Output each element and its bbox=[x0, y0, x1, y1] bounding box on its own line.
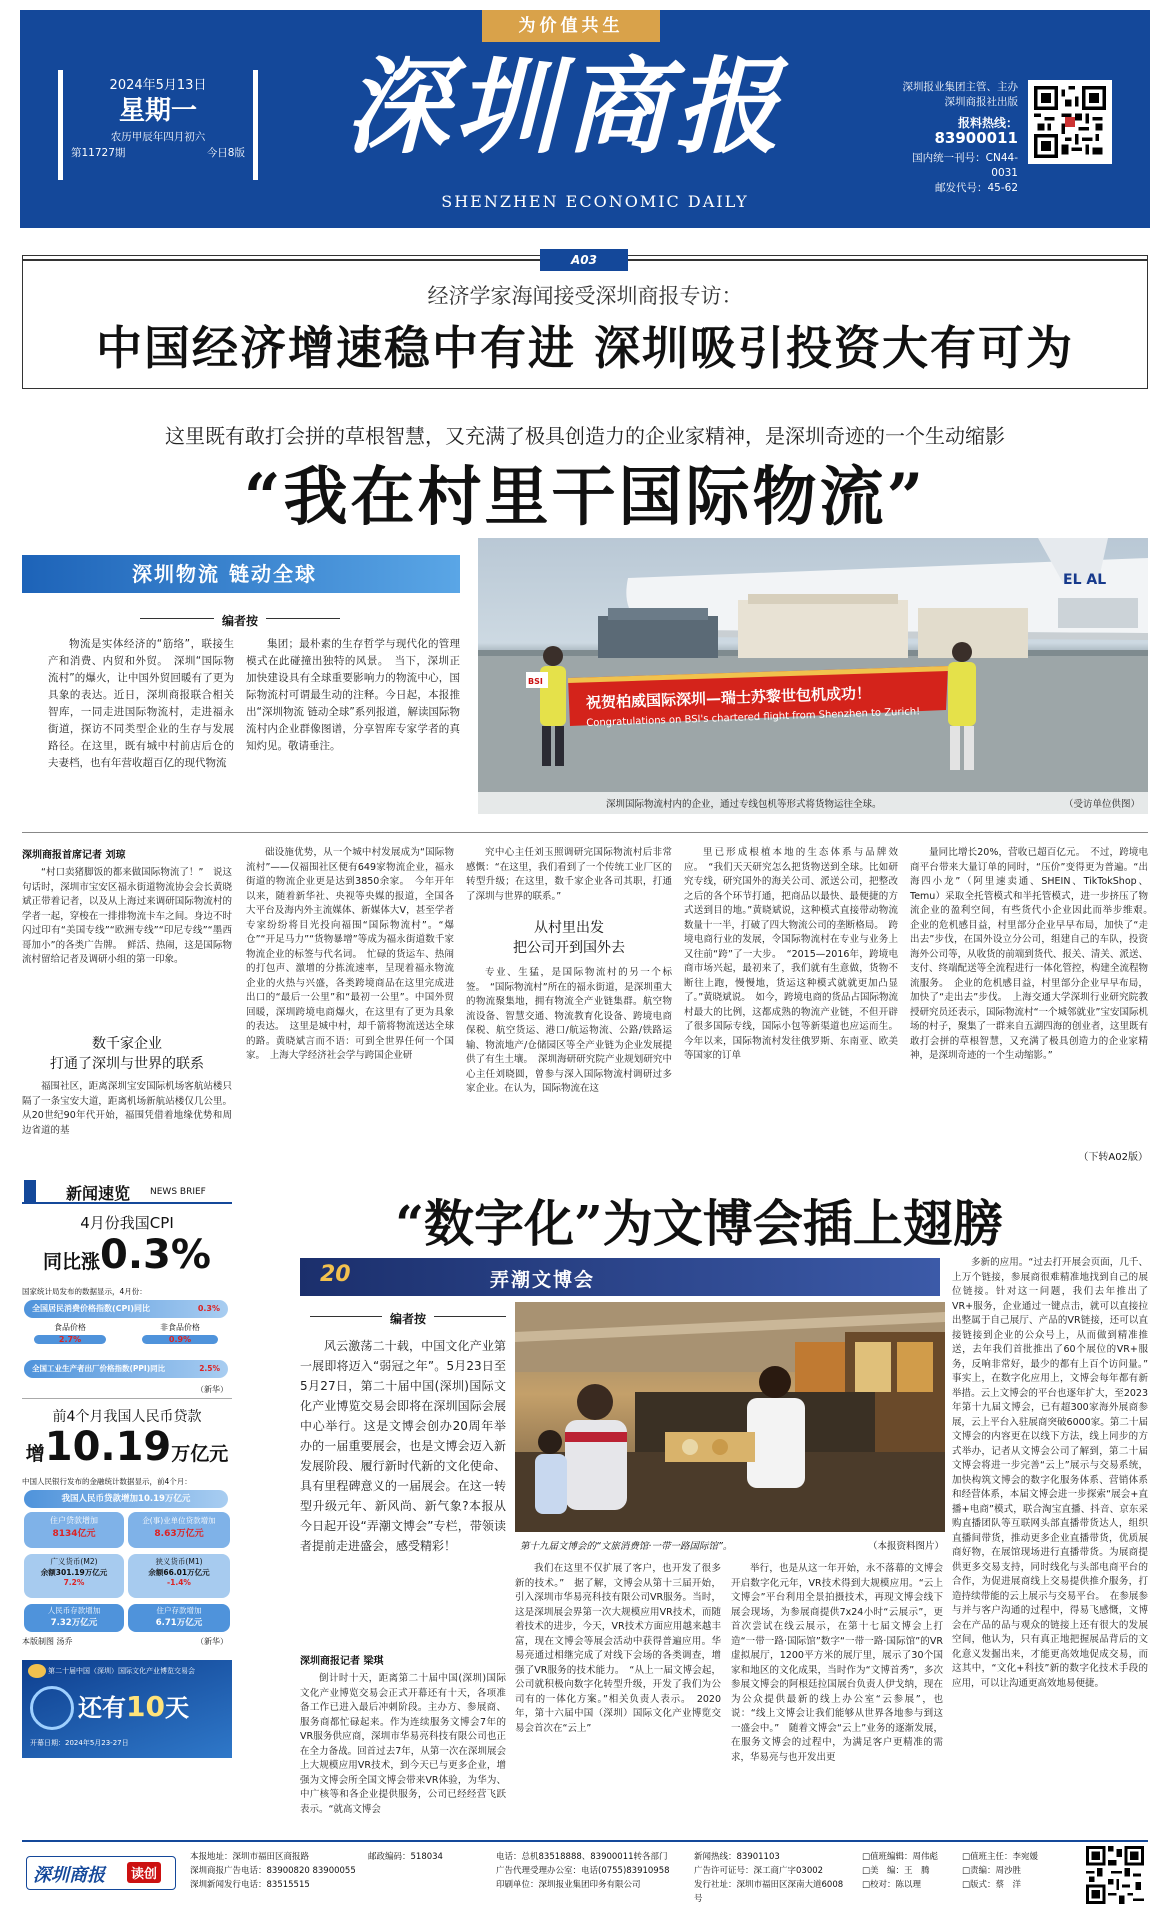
countdown-prefix: 还有 bbox=[78, 1694, 126, 1722]
section-divider bbox=[22, 832, 1148, 833]
series-banner-text: 深圳物流 链动全球 bbox=[132, 562, 317, 586]
footer-editor-4: □校对：陈以理 bbox=[862, 1880, 922, 1890]
footer-logo-tag: 读创 bbox=[127, 1862, 161, 1883]
photo2-caption: 第十九届文博会的“文旅消费馆·一带一路国际馆”。 bbox=[520, 1541, 733, 1552]
editor-note-col2 bbox=[246, 636, 460, 816]
photo-sign-text: BSI bbox=[528, 677, 543, 686]
footer-address: 本报地址：深圳市福田区商报路 bbox=[190, 1852, 310, 1862]
m2-percent: 7.2% bbox=[63, 1578, 85, 1587]
qr-code-icon[interactable] bbox=[1028, 80, 1112, 164]
date-box bbox=[58, 70, 258, 180]
m1-block bbox=[128, 1554, 230, 1598]
story2-editor-label: 编者按 bbox=[382, 1312, 434, 1326]
food-price-value: 2.7% bbox=[34, 1335, 106, 1344]
story1-col1b bbox=[22, 1080, 232, 1164]
cpi-pill-value: 0.3% bbox=[197, 1304, 220, 1313]
story2-col4-text: 多新的应用。“过去打开展会页面，几千、上万个链接，参展商很难精准地找到自己的展位链接。针对这一问题，我们去年推出了VR+服务，企业通过一键点击，就可以直接拉出整属于自己展厅、产品的VR链接，还可以直接链接到企业的公众号上，从而做到精准推送，去年我们首批推出了60个展位的VR+服务，反响非常好，最少的都有上百个访问量。” 事实上，在数字化应用上，文博会每年都有新举措。云上文博会的平台也逐年扩大，至2023年第十九届文博会，已有超300家海外展商参展，云上平台入驻展商突破6000家。第二十届文博会的内容更在以线下方法，线上同步的方式举办，记者从文博会公司了解到，第二十届文博会将进一步完善“云上”展示与交易系统，加快构筑文博会的数字化服务体系、营销体系和经营体系，本届文博会进一步探索“展会+直播+电商”模式，联合淘宝直播、抖音、京东采购直播团队等互联网头部直播带货达人，组织直播间带货，推动更多企业直播带货，优质展商好物，在展馆现场进行直播带货。为展商提供更多交易支持，同时线化与头部电商平台的合作，为促进展商线上交易提供推介服务，打造持续带能的云上展示与交易平台。 在参展参与并与客户沟通的过程中，得易飞感慨，文博会在产品的品与观众的链接上还有很大的发展空间，他认为，只有真正地把握展品背后的文化意义发掘出来，才能更高效地促成交易，而这其中，“文化+科技”新的数字化技术手段的应用，可以让沟通更高效地易便捷。 bbox=[952, 1257, 1158, 1689]
issue-date: 2024年5月13日 bbox=[109, 78, 207, 93]
issue-number: 第11727期 bbox=[71, 147, 126, 159]
m1-value: 余额66.01万亿元 bbox=[148, 1568, 210, 1577]
story1-col3b bbox=[466, 966, 672, 1164]
story1-col1b-text: 福围社区，距离深圳宝安国际机场客航站楼只隔了一条宝安大道，距离机场新航站楼仅几公里。从20世纪90年代开始，福围凭借着地缘优势和周边省道的基 bbox=[22, 1081, 232, 1136]
footer-qr-code-icon[interactable] bbox=[1086, 1846, 1144, 1904]
loan-prefix: 增 bbox=[25, 1443, 45, 1465]
m2-value: 余额301.19万亿元 bbox=[40, 1568, 108, 1577]
story1-col1a-text: “村口卖猪脚饭的都来做国际物流了！” 说这句话时，深圳市宝安区福永街道物流协会会长黄晓斌正带着记者，以及从上海过来调研国际物流村的学者一起，穿梭在一排排物流卡车之间。身边不时闪过印有“美国专线”“欧洲专线”“印尼专线”“墨西哥加小”的各类广告牌。 鲜活、热闹，这是国际物流村留给记者及调研小组的第一印象。 bbox=[22, 867, 232, 965]
household-deposit-label: 住户存款增加 bbox=[156, 1606, 202, 1615]
story2-banner-logo: 20 bbox=[320, 1262, 351, 1287]
editor-note-col1 bbox=[48, 636, 234, 816]
story2-editor-label-row bbox=[310, 1308, 506, 1324]
story1-headline[interactable]: “我在村里干国际物流” bbox=[243, 460, 927, 535]
footer-editor-3: □责编：周沙胜 bbox=[962, 1866, 1022, 1876]
story1-col5 bbox=[910, 846, 1158, 1142]
page-count: 今日8版 bbox=[206, 147, 245, 159]
cpi-prefix: 同比涨 bbox=[43, 1251, 101, 1273]
story2-col3-text: 举行，也是从这一年开始，永不落幕的文博会开启数字化元年，VR技术得到大规模应用。“云上文博会”平台利用全景拍摄技术，再现文博会线下展会现场，为参展商提供7x24小时“云展示”，更首次尝试在线云展示，在第十七届文博会上打造“一带一路·国际馆”数字“一带一路·国际馆”的VR虚拟展厅，1200平方米的展厅里，展示了30个国家和地区的文化成果，当时作为“文博首秀”，多次参展文博会的阿根廷拉国展台负责人伊戈纳，现在为公众提供最新的线上办公室“云参展”，也说：“线上文博会让我们能够从世界各地参与到这一盛会中。” 随着文博会“云上”业务的逐渐发展，在服务文博会的过程中，为满足客户更精准的需求，华易亮与也开发出更 bbox=[731, 1563, 943, 1763]
countdown-date: 开幕日期：2024年5月23-27日 bbox=[30, 1739, 129, 1747]
footer-printer: 印刷单位：深圳报业集团印务有限公司 bbox=[496, 1880, 641, 1890]
story1-jump[interactable]: （下转A02版） bbox=[1078, 1152, 1148, 1163]
fair-logo-icon bbox=[28, 1664, 46, 1678]
story1-col3b-text: 专业、生猛，是国际物流村的另一个标签。 “国际物流村”所在的福永街道，是深圳重大的物流聚集地，拥有物流全产业链集群。航空物流设备、智慧交通、物流教育化设备、跨境电商保税、航空货运、港口/航运物流、公路/铁路运输、物流地产/仓储园区等全产业链为企业发展提供了有生土壤。 深圳海研研究院产业规划研究中心主任刘晓圆，曾参与深入国际物流村调研过多家企业。在认为，国际物流在这 bbox=[466, 967, 672, 1094]
story1-subhead-1: 数千家企业 打通了深圳与世界的联系 bbox=[50, 1036, 204, 1072]
food-price-label: 食品价格 bbox=[54, 1323, 86, 1332]
story2-col2 bbox=[515, 1562, 721, 1830]
household-deposit-block bbox=[128, 1604, 230, 1632]
story1-kicker: 这里既有敢打会拼的草根智慧，又充满了极具创造力的企业家精神，是深圳奇迹的一个生动缩影 bbox=[165, 424, 1005, 448]
photo1-credit: （受访单位供图） bbox=[1063, 799, 1140, 810]
footer-news-line: 新闻热线：83901103 bbox=[694, 1852, 780, 1862]
ppi-pill-label: 全国工业生产者出厂价格指数(PPI)同比 bbox=[32, 1364, 166, 1373]
nonfood-price-label: 非食品价格 bbox=[160, 1323, 200, 1332]
series-banner bbox=[22, 555, 460, 593]
loan-source: 中国人民银行发布的金融统计数据显示，前4个月： bbox=[22, 1477, 192, 1486]
footer-ad-phone: 深圳商报广告电话：83900820 83900055 bbox=[190, 1866, 356, 1876]
newspaper-logo-en: SHENZHEN ECONOMIC DAILY bbox=[441, 192, 749, 211]
footer-logo-box[interactable] bbox=[26, 1856, 176, 1890]
nonfood-price-value: 0.9% bbox=[142, 1335, 218, 1344]
cpi-pill-label: 全国居民消费价格指数(CPI)同比 bbox=[32, 1304, 151, 1313]
editor-note-text-2: 集团；最朴素的生存哲学与现代化的管理模式在此碰撞出独特的风景。 当下，深圳正加快建设具有全球重要影响力的物流中心，国际物流村可谓最生动的注释。今日起，本报推出“深圳物流 链动全球”系列报道，解读国际物流村内企业群像图谱，分享智库专家学者的真知灼见。敬请垂注。 bbox=[246, 638, 460, 752]
story2-editor-note-text: 风云激荡二十载，中国文化产业第一展即将迈入“弱冠之年”。5月23日至5月27日，第二十届中国(深圳)国际文化产业博览交易会即将在深圳国际会展中心举行。这是文博会创办20周年举办的一届重要展会，也是文博会迈入新发展阶段、履行新时代新的文化使命、具有里程碑意义的一届展会。在这一转型升级元年、新风尚、新气象?本报从今日起开设“弄潮文博会”专栏，带领读者提前走进盛会，感受精彩！ bbox=[300, 1339, 506, 1553]
lunar-date: 农历甲辰年四月初六 bbox=[110, 131, 206, 143]
household-deposit-value: 6.71万亿元 bbox=[155, 1618, 203, 1628]
cpi-label: 4月份我国CPI bbox=[80, 1214, 174, 1232]
footer-distribution: 发行社址：深圳市福田区深南大道6008号 bbox=[694, 1880, 844, 1904]
news-brief-title-en: NEWS BRIEF bbox=[150, 1187, 206, 1197]
deposit-label: 人民币存款增加 bbox=[47, 1606, 101, 1615]
loan-label: 前4个月我国人民币贷款 bbox=[52, 1409, 202, 1425]
story2-col4 bbox=[952, 1256, 1158, 1830]
post-code: 邮发代号：45-62 bbox=[934, 182, 1018, 194]
story1-col1a bbox=[22, 866, 232, 1028]
news-brief-title: 新闻速览 bbox=[66, 1184, 131, 1203]
page-tag[interactable]: A03 bbox=[540, 249, 628, 271]
household-loan-label: 住户贷款增加 bbox=[50, 1516, 98, 1525]
cn-code: 国内统一刊号：CN44-0031 bbox=[912, 152, 1018, 179]
story2-col2-text: 我们在这里不仅扩展了客户，也开发了很多新的技术。” 据了解，文博会从第十三届开始，引入深圳市华易亮科技有限公司VR服务。当时，这是深圳展会界第一次大规模应用VR技术，而随着技术的进步，今天，VR技术方面应用越来越丰富，现在文博会等展会活动中获得普遍应用。华易亮通过相继完成了对线下会场的各类调查，增强了VR服务的技术能力。 “从上一届文博会起，公司就积极向数字化转型升级，开发了我们为公司有的一体化方案。”相关负责人表示。 2020年，第十六届中国（深圳）国际文化产业博览交易会首次在“云上” bbox=[515, 1563, 721, 1734]
story1-col4 bbox=[684, 846, 898, 1164]
footer-logo: 深圳商报 bbox=[33, 1865, 105, 1886]
cpi-value: 0.3% bbox=[100, 1232, 211, 1278]
footer-duty-editor: □值班编辑：周伟彪 bbox=[862, 1852, 939, 1862]
loan-unit: 万亿元 bbox=[171, 1443, 229, 1465]
enterprise-loan-value: 8.63万亿元 bbox=[154, 1529, 204, 1539]
story2-banner bbox=[300, 1258, 940, 1296]
enterprise-loan-label: 企(事)业单位贷款增加 bbox=[142, 1516, 216, 1525]
story1-col4-text: 里已形成根植本地的生态体系与品牌效应。 “我们天天研究怎么把货物送到全球。比如研究专线，研究国外的海关公司、派送公司，把整改之后的各个环节打通，把商品以最快、最便捷的方式送到目的地。”黄晓斌说，这种模式直接带动物流数量十一半，打破了四大物流公司的垄断格局。 跨境电商行业的发展，令国际物流村在专业与业务上又往前“跨”了一大步。 “2015—2016年，跨境电商市场兴起，最初来了，我们就有生意做，货物不断往上跑，慢慢地，货运这种模式就就更加凸显了。”黄晓斌说。 如今，跨境电商的货品占国际物流村最大的比例，这都成熟的物流产业链，不但开辟了很多国际专线，国际小包等新渠道也应运而生。今年以来，国际物流村发往俄罗斯、东南亚、欧美等国家的订单 bbox=[684, 847, 898, 1061]
story1-subhead-2: 从村里出发 把公司开到国外去 bbox=[513, 920, 625, 956]
expo-photo[interactable] bbox=[515, 1302, 945, 1532]
footer-info-grid bbox=[190, 1850, 970, 1906]
story2-col1-text: 倒计时十天，距离第二十届中国(深圳)国际文化产业博览交易会正式开幕还有十天，各项准备工作已进入最后冲刺阶段。主办方、参展商、服务商都忙碌起来。作为连续服务文博会7年的VR服务供应商，深圳市华易亮科技有限公司也正在全力备战。回首过去7年，从第一次在深圳展会上大规模应用VR技术，到今天已与更多企业，增强为文博会所全国文博会带来VR体验，为华为、中广核等和各企业提供服务，公司已经经营飞跃表示。“就高文博会 bbox=[300, 1673, 506, 1815]
cargo-flight-photo[interactable] bbox=[478, 538, 1148, 814]
loan-source-credit: （新华） bbox=[196, 1637, 228, 1646]
issue-weekday: 星期一 bbox=[118, 96, 197, 126]
story2-editor-note bbox=[300, 1336, 506, 1642]
food-price-block bbox=[34, 1322, 106, 1344]
lead-headline[interactable]: 中国经济增速稳中有进 深圳吸引投资大有可为 bbox=[95, 321, 1074, 375]
loan-pill: 我国人民币贷款增加10.19万亿元 bbox=[24, 1490, 228, 1508]
countdown-box[interactable] bbox=[22, 1660, 232, 1758]
lead-kicker: 经济学家海闻接受深圳商报专访： bbox=[427, 284, 743, 308]
svg-text:EL AL: EL AL bbox=[1063, 572, 1107, 588]
deposit-value: 7.32万亿元 bbox=[50, 1618, 98, 1628]
footer-editor-2: □美 编：王 腾 bbox=[862, 1866, 930, 1876]
masthead-slogan: 为价值共生 bbox=[482, 10, 660, 42]
footer-phone: 电话：总机83518888、83900011转各部门 bbox=[496, 1852, 668, 1862]
ppi-pill bbox=[24, 1360, 228, 1378]
nonfood-price-block bbox=[142, 1322, 218, 1344]
enterprise-loan-block bbox=[128, 1512, 230, 1548]
chart-editor-credit: 本版制图 汤乔 bbox=[22, 1637, 73, 1646]
footer-postcode: 邮政编码：518034 bbox=[368, 1852, 443, 1862]
footer-editor-5: □版式：蔡 洋 bbox=[962, 1880, 1022, 1890]
story1-col5-text: 量同比增长20%，营收已超百亿元。 不过，跨境电商平台带来大量订单的同时，“压价”变得更为普遍。“出海四小龙”（阿里速卖通、SHEIN、TikTokShop、Temu）采取全托管模式和半托管模式，进一步挤压了物流企业的盈利空间，有些货代小企业因此而举步维艰。 企业的危机感目益，村里部分企业早早布局，加快了“走出去”步伐，在国外设立分公司，组建自己的车队，投资海外公司等，从收货的前端到货代、报关、清关、派送、支付、终端配送等全流程进行一体化管控，构建全流程物流服务。 企业的危机感目益，村里部分企业早早布局，加快了“走出去”步伐。 上海交通大学深圳行业研究院教授研究员还表示，国际物流村“一个城邻就业”宝安国际机场的村子，聚集了一群来自五湖四海的创业者，这里既有敢打会拼的草根智慧，又充满了极具创造力的企业家精神，是深圳奇迹的一个生动缩影。” bbox=[910, 847, 1158, 1061]
countdown-unit: 天 bbox=[164, 1694, 189, 1722]
clock-icon bbox=[30, 1686, 74, 1730]
photo1-caption: 深圳国际物流村内的企业，通过专线包机等形式将货物运往全球。 bbox=[606, 799, 882, 810]
cpi-source-credit: （新华） bbox=[196, 1385, 228, 1394]
footer-ad-license: 广告许可证号：深工商广字03002 bbox=[694, 1866, 824, 1876]
ppi-pill-value: 2.5% bbox=[199, 1364, 220, 1373]
photo-banner-text: 祝贺柏威国际深圳—瑞士苏黎世包机成功！ bbox=[585, 684, 872, 712]
deposit-block bbox=[24, 1604, 124, 1632]
story1-col3a bbox=[466, 846, 672, 912]
household-loan-block bbox=[24, 1512, 124, 1548]
footer-print: 深圳新闻发行电话：83515515 bbox=[190, 1880, 310, 1890]
story1-col2-text: 础设施优势，从一个城中村发展成为“国际物流村”——仅福围社区便有649家物流企业，福永街道的物流企业更是达到3850余家。 今年开年以来，随着新华社、央视等央媒的报道，全国各大平台及海内外主流媒体、新媒体大V，甚至学者专家纷纷将目光投向福围“国际物流村”。“爆仓”“开足马力”“货物暴增”等成为福永街道数千家物流企业的标签与代名词。 忙碌的货运车、热闹的打包声、激增的分拣流速率，呈现着福永物流企业的火热与兴盛，各类跨境商品在这里完成进出口的“最后一公里”和“最初一公里”。中国外贸回暖，深圳跨境电商爆火，在这里有了更为具象的表达。 这里是城中村，却千箭将物流送达全球的路。黄晓斌言而不语：可到全世界任何一个国家。 上海大学经济社会学与跨国企业研 bbox=[246, 847, 454, 1061]
cpi-pill bbox=[24, 1300, 228, 1318]
countdown-fair-name: 第二十届中国（深圳）国际文化产业博览交易会 bbox=[48, 1667, 195, 1675]
publisher-line: 深圳商报社出版 bbox=[944, 96, 1018, 108]
story1-col3a-text: 究中心主任刘玉照调研完国际物流村后非常感慨：“在这里，我们看到了一个传统工业厂区的转型升级；在这里，数千家企业各司其职，打通了深圳与世界的联系。” bbox=[466, 847, 672, 902]
hotline-number: 83900011 bbox=[934, 129, 1018, 147]
lead-story-box bbox=[22, 255, 1148, 389]
footer-fax: 广告代理受理办公室：电话(0755)83910958 bbox=[496, 1866, 670, 1876]
cpi-source: 国家统计局发布的数据显示，4月份： bbox=[22, 1287, 147, 1296]
editor-note-label: 编者按 bbox=[214, 614, 266, 628]
household-loan-value: 8134亿元 bbox=[52, 1529, 96, 1539]
story1-col2 bbox=[246, 846, 454, 1164]
m1-label: 狭义货币(M1) bbox=[155, 1557, 203, 1566]
sponsor-line: 深圳报业集团主管、主办 bbox=[902, 81, 1018, 93]
story2-byline: 深圳商报记者 梁琪 bbox=[300, 1656, 384, 1667]
story2-banner-text: 弄潮文博会 bbox=[490, 1269, 596, 1291]
story2-col3 bbox=[731, 1562, 943, 1830]
loan-value: 10.19 bbox=[44, 1424, 172, 1470]
story1-byline: 深圳商报首席记者 刘琼 bbox=[22, 850, 126, 861]
footer bbox=[22, 1840, 1148, 1912]
editor-note-label-row bbox=[140, 610, 340, 626]
footer-editors bbox=[862, 1850, 1062, 1892]
publisher-info bbox=[888, 80, 1018, 196]
story2-headline[interactable]: “数字化”为文博会插上翅膀 bbox=[395, 1194, 1003, 1253]
photo-banner-text-en: Congratulations on BSI's chartered flight from Shenzhen to Zurich! bbox=[586, 706, 921, 729]
countdown-days: 10 bbox=[126, 1690, 165, 1723]
photo2-credit: （本报资料图片） bbox=[867, 1541, 944, 1552]
news-brief-sidebar bbox=[22, 1180, 232, 1648]
story2-col1 bbox=[300, 1672, 506, 1830]
hotline-label: 报料热线： bbox=[957, 116, 1018, 130]
footer-editor-1: □值班主任：李宛媛 bbox=[962, 1852, 1039, 1862]
newspaper-logo: 深圳商报 bbox=[345, 45, 786, 168]
editor-note-text-1: 物流是实体经济的“筋络”，联接生产和消费、内贸和外贸。 深圳“国际物流村”的爆火，让中国外贸回暖有了更为具象的表达。近日，深圳商报联合相关智库，一同走进国际物流村，走进福永街道，探访不同类型企业的生存与发展路径。在这里，既有城中村前店后仓的夫妻档，也有年营收超百亿的现代物流 bbox=[48, 638, 234, 769]
m1-percent: -1.4% bbox=[167, 1578, 191, 1587]
m2-label: 广义货币(M2) bbox=[50, 1557, 98, 1566]
m2-block bbox=[24, 1554, 124, 1598]
